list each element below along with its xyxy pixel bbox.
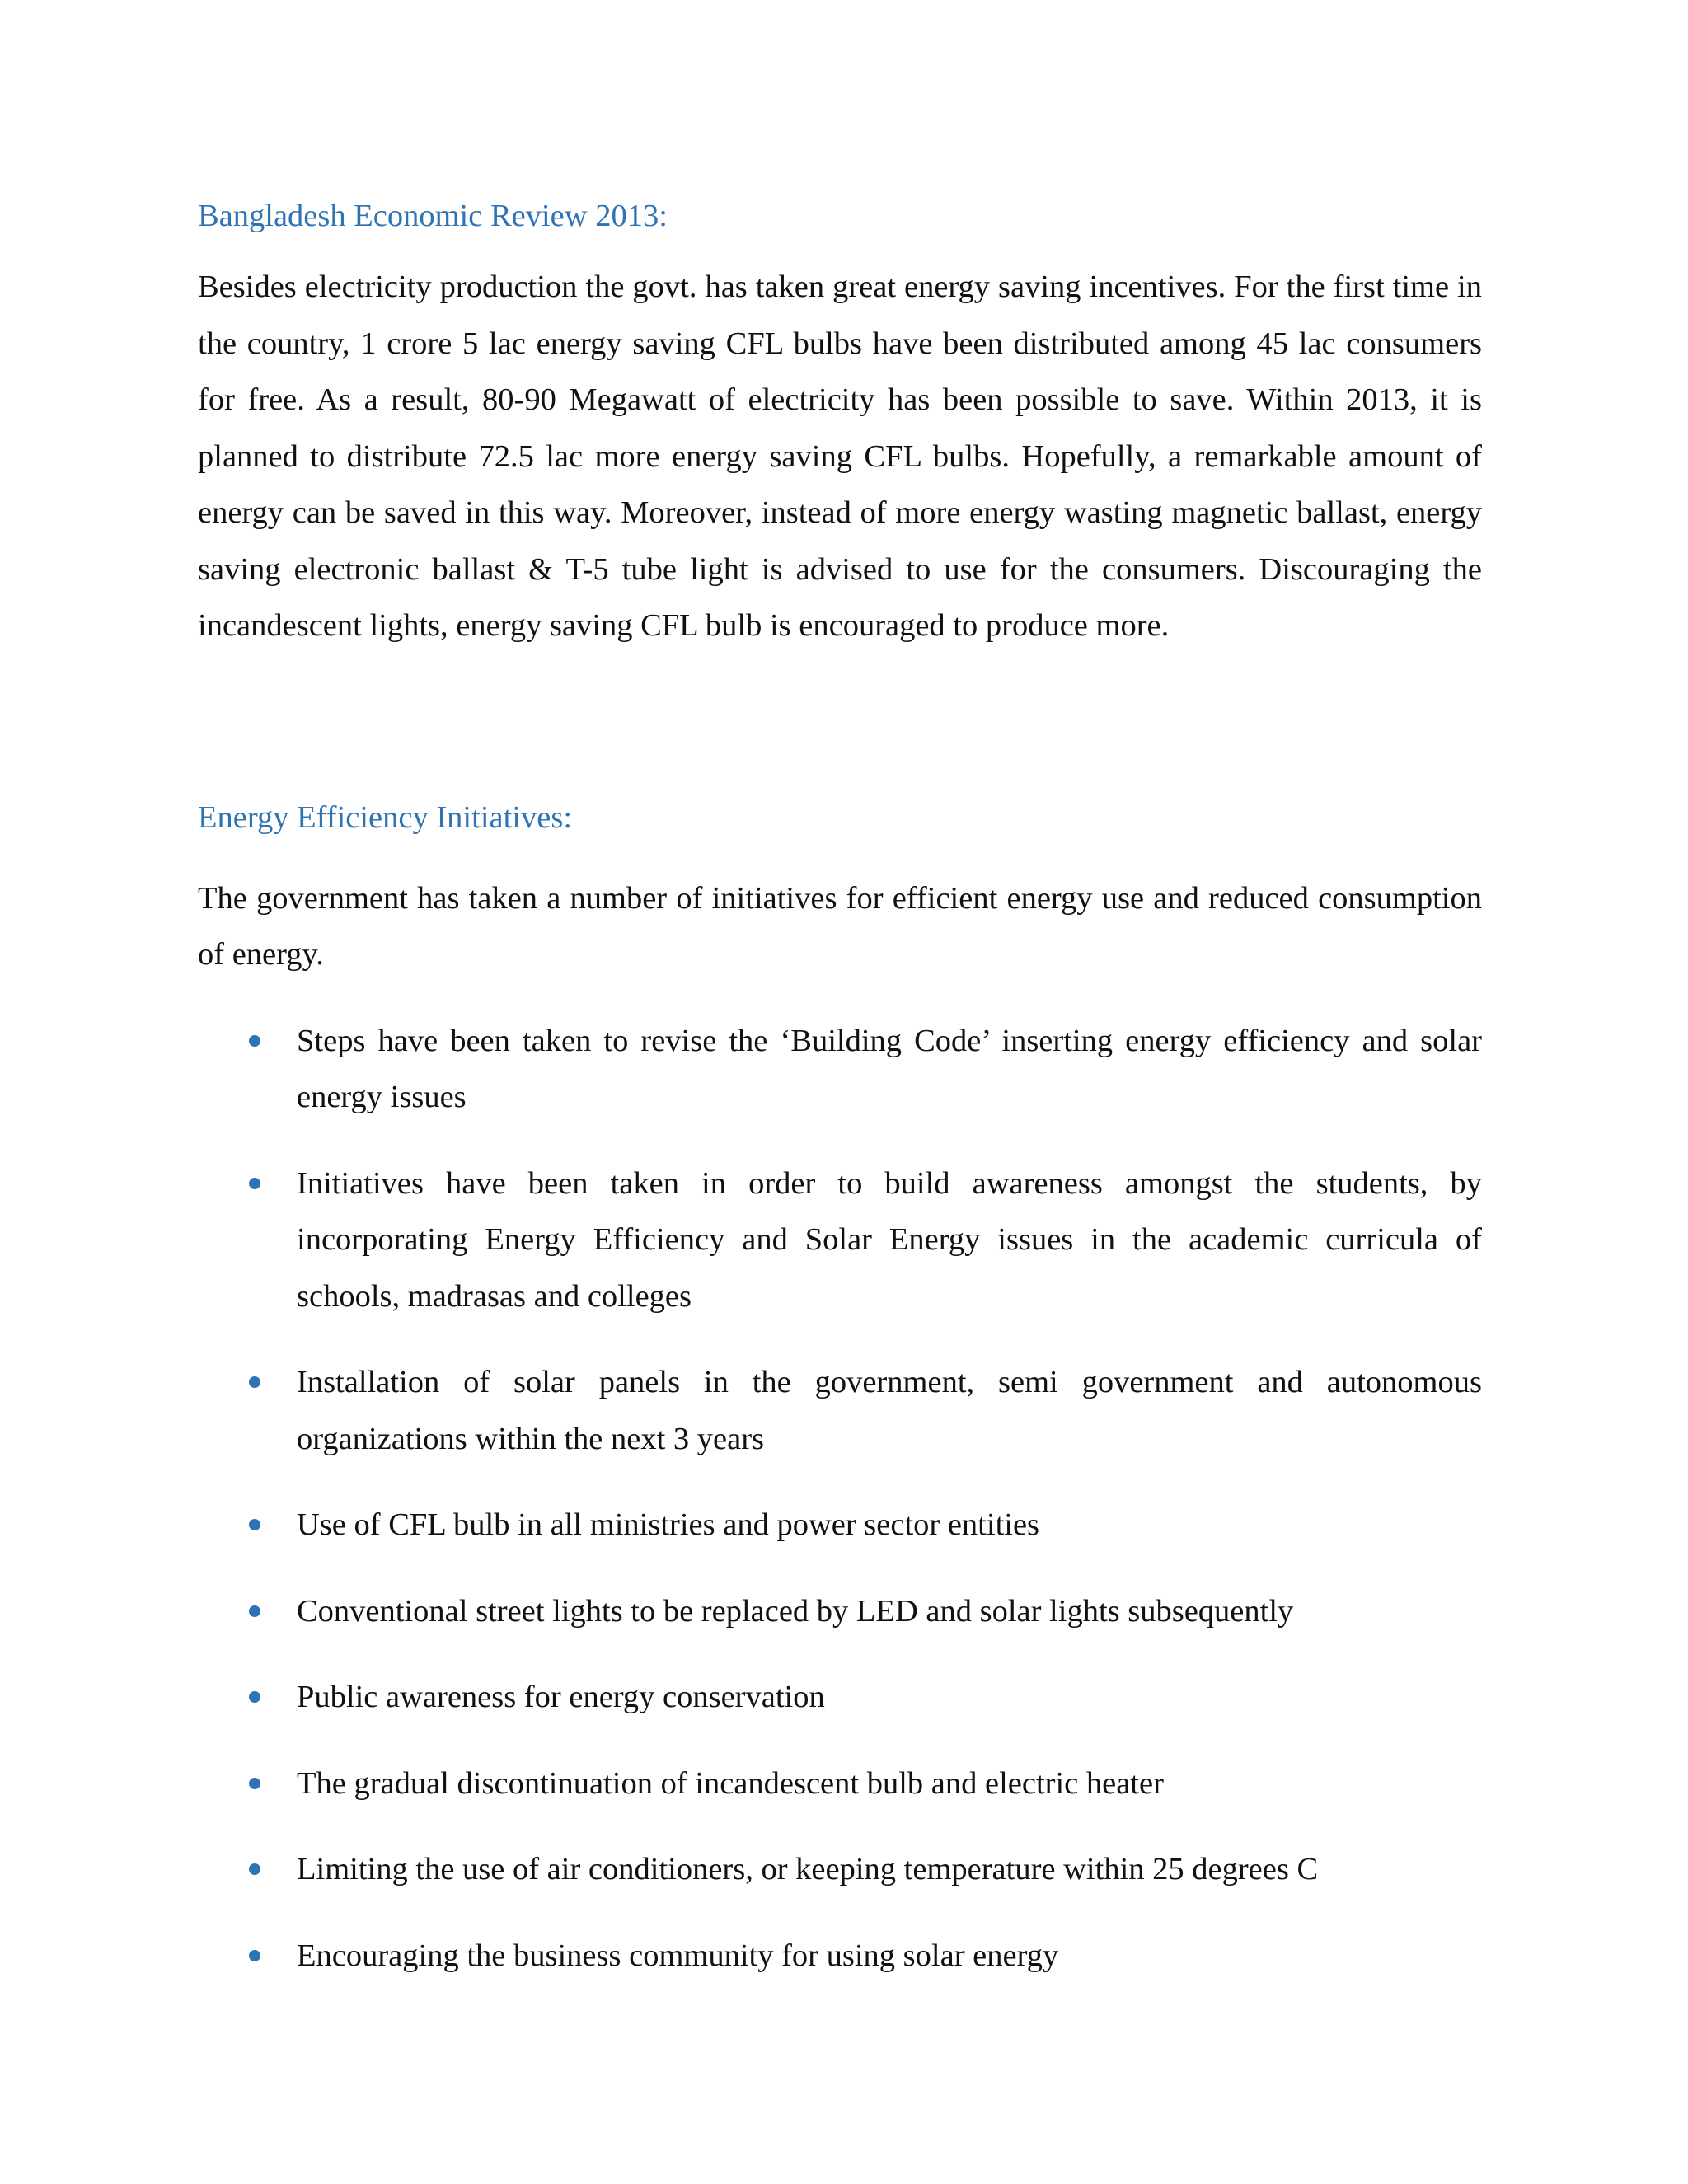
initiatives-bullet-list <box>198 1013 1482 1985</box>
list-item <box>198 1583 1482 1640</box>
bullet-icon <box>249 1519 260 1530</box>
bullet-icon <box>249 1035 260 1047</box>
list-item-text: Initiatives have been taken in order to build awareness amongst the students, by incorporating Energy Efficiency and Solar Energy issues in the academic curricula of schools, madrasas and colleges <box>297 1165 1482 1314</box>
bullet-icon <box>249 1376 260 1388</box>
list-item-text: Use of CFL bulb in all ministries and power sector entities <box>297 1507 1040 1542</box>
bullet-icon <box>249 1863 260 1875</box>
list-item <box>198 1669 1482 1726</box>
document-body <box>198 191 1482 2013</box>
bullet-icon <box>249 1778 260 1789</box>
section-heading-energy-efficiency: Energy Efficiency Initiatives: <box>198 799 573 835</box>
section-heading-economic-review: Bangladesh Economic Review 2013: <box>198 199 668 233</box>
list-item <box>198 1497 1482 1554</box>
list-item-text: Limiting the use of air conditioners, or keeping temperature within 25 degrees C <box>297 1852 1319 1886</box>
list-item <box>198 1013 1482 1126</box>
list-item-text: Public awareness for energy conservation <box>297 1680 825 1714</box>
paragraph-initiatives-intro: The government has taken a number of initiatives for efficient energy use and reduced consumption of energy. <box>198 880 1482 972</box>
list-item-text: The gradual discontinuation of incandescent bulb and electric heater <box>297 1765 1164 1801</box>
bullet-icon <box>249 1950 260 1961</box>
list-item <box>198 1354 1482 1467</box>
bullet-icon <box>249 1691 260 1703</box>
list-item <box>198 1155 1482 1325</box>
bullet-icon <box>249 1178 260 1189</box>
list-item-text: Installation of solar panels in the government, semi government and autonomous organizations within the next 3 years <box>297 1365 1482 1456</box>
list-item-text: Conventional street lights to be replaced by LED and solar lights subsequently <box>297 1593 1294 1629</box>
list-item <box>198 1841 1482 1898</box>
list-item-text: Steps have been taken to revise the ‘Building Code’ inserting energy efficiency and solar energy issues <box>297 1023 1482 1114</box>
list-item <box>198 1755 1482 1812</box>
list-item-text: Encouraging the business community for using solar energy <box>297 1938 1059 1973</box>
list-item <box>198 1928 1482 1985</box>
bullet-icon <box>249 1605 260 1617</box>
paragraph-energy-saving-incentives: Besides electricity production the govt. has taken great energy saving incentives. For the first time in the country, 1 crore 5 lac energy saving CFL bulbs have been distributed among 45 lac consumers for free. As a result, 80-90 Megawatt of electricity has been possible to save. Within 2013, it is planned to distribute 72.5 lac more energy saving CFL bulbs. Hopefully, a remarkable amount of energy can be saved in this way. Moreover, instead of more energy wasting magnetic ballast, energy saving electronic ballast & T-5 tube light is advised to use for the consumers. Discouraging the incandescent lights, energy saving CFL bulb is encouraged to produce more. <box>198 269 1482 643</box>
